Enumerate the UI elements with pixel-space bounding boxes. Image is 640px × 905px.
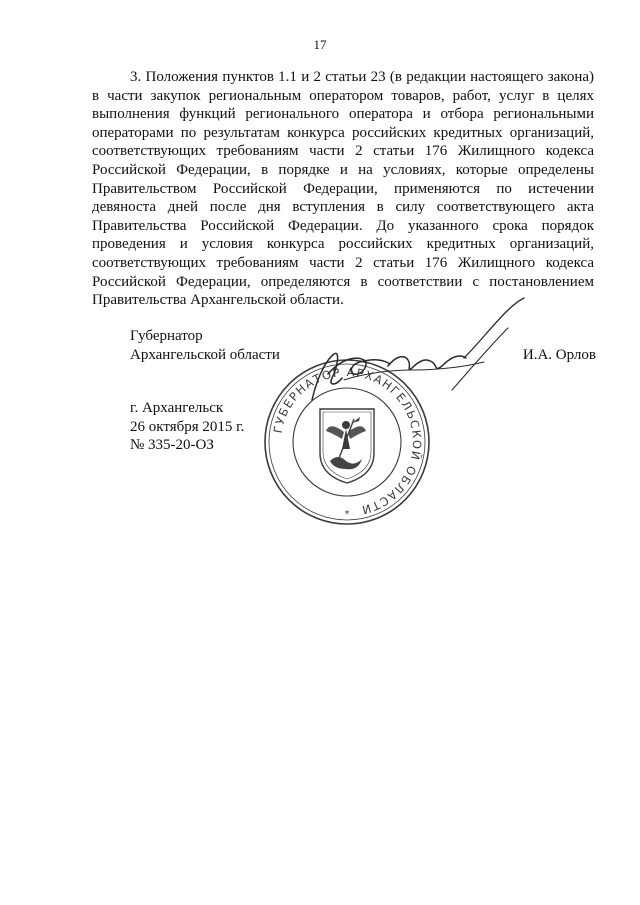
seal-ring-text: ГУБЕРНАТОР АРХАНГЕЛЬСКОЙ ОБЛАСТИ xyxy=(270,364,425,518)
coat-of-arms-icon xyxy=(320,409,374,483)
handwritten-signature xyxy=(292,296,542,406)
document-date: 26 октября 2015 г. xyxy=(130,418,245,435)
signatory-name: И.А. Орлов xyxy=(522,347,596,363)
document-number: № 335-20-ОЗ xyxy=(130,437,214,453)
place-city: г. Архангельск xyxy=(130,400,224,416)
body-paragraph: 3. Положения пунктов 1.1 и 2 статьи 23 (в редакции настоящего закона) в части закупок региональным оператором товаров, работ, услуг в целях выполнения функций регионального оператора и отбора региональными операторами по результатам конкурса российских кредитных организаций, соответствующих требованиям части 2 статьи 176 Жилищного кодекса Российской Федерации, в порядке и на условиях, которые определены Правительством Российской Федерации, применяются по истечении девяноста дней после дня вступления в силу соответствующего акта Правительства Российской Федерации. До указанного срока порядок проведения и условия конкурса российских кредитных организаций, соответствующих требованиям части 2 статьи 176 Жилищного кодекса Российской Федерации, определяются в соответствии с постановлением Правительства Архангельской области. xyxy=(92,69,594,309)
place-date-block xyxy=(130,399,244,455)
page-number: 17 xyxy=(313,37,327,52)
signatory-title-line1: Губернатор xyxy=(130,328,203,344)
svg-text:*: * xyxy=(344,509,350,520)
signatory-title-line2: Архангельской области xyxy=(130,347,280,363)
